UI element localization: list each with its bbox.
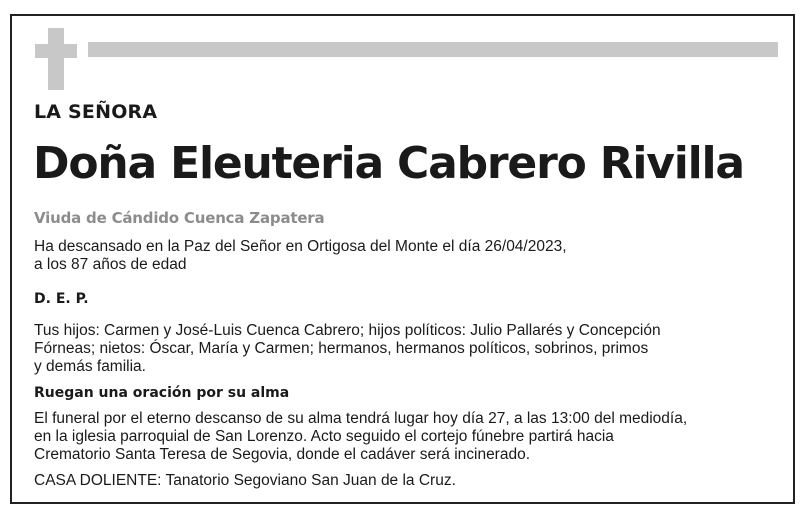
cross-icon-arm <box>35 44 77 58</box>
deceased-name: Doña Eleuteria Cabrero Rivilla <box>33 138 744 189</box>
funeral-line-1: El funeral por el eterno descanso de su alma tendrá lugar hoy día 27, a las 13:00 del mediodía, <box>34 410 688 427</box>
cross-icon <box>48 28 64 90</box>
prayer-request: Ruegan una oración por su alma <box>34 385 290 401</box>
family-line-1: Tus hijos: Carmen y José-Luis Cuenca Cabrero; hijos políticos: Julio Pallarés y Concepción <box>34 322 661 339</box>
family-line-2: Fórneas; nietos: Óscar, María y Carmen; hermanos, hermanos políticos, sobrinos, primos <box>34 340 649 357</box>
family-line-3: y demás familia. <box>34 358 146 375</box>
title-prefix: LA SEÑORA <box>34 101 158 123</box>
header-rule <box>88 42 778 57</box>
widow-of: Viuda de Cándido Cuenca Zapatera <box>34 209 325 227</box>
rested-line-1: Ha descansado en la Paz del Señor en Ortigosa del Monte el día 26/04/2023, <box>34 238 567 255</box>
rested-line-2: a los 87 años de edad <box>34 256 187 273</box>
funeral-line-3: Crematorio Santa Teresa de Segovia, donde el cadáver será incinerado. <box>34 446 531 463</box>
dep: D. E. P. <box>34 291 89 307</box>
casa-doliente: CASA DOLIENTE: Tanatorio Segoviano San Juan de la Cruz. <box>34 472 456 489</box>
funeral-line-2: en la iglesia parroquial de San Lorenzo. Acto seguido el cortejo fúnebre partirá hacia <box>34 428 614 445</box>
